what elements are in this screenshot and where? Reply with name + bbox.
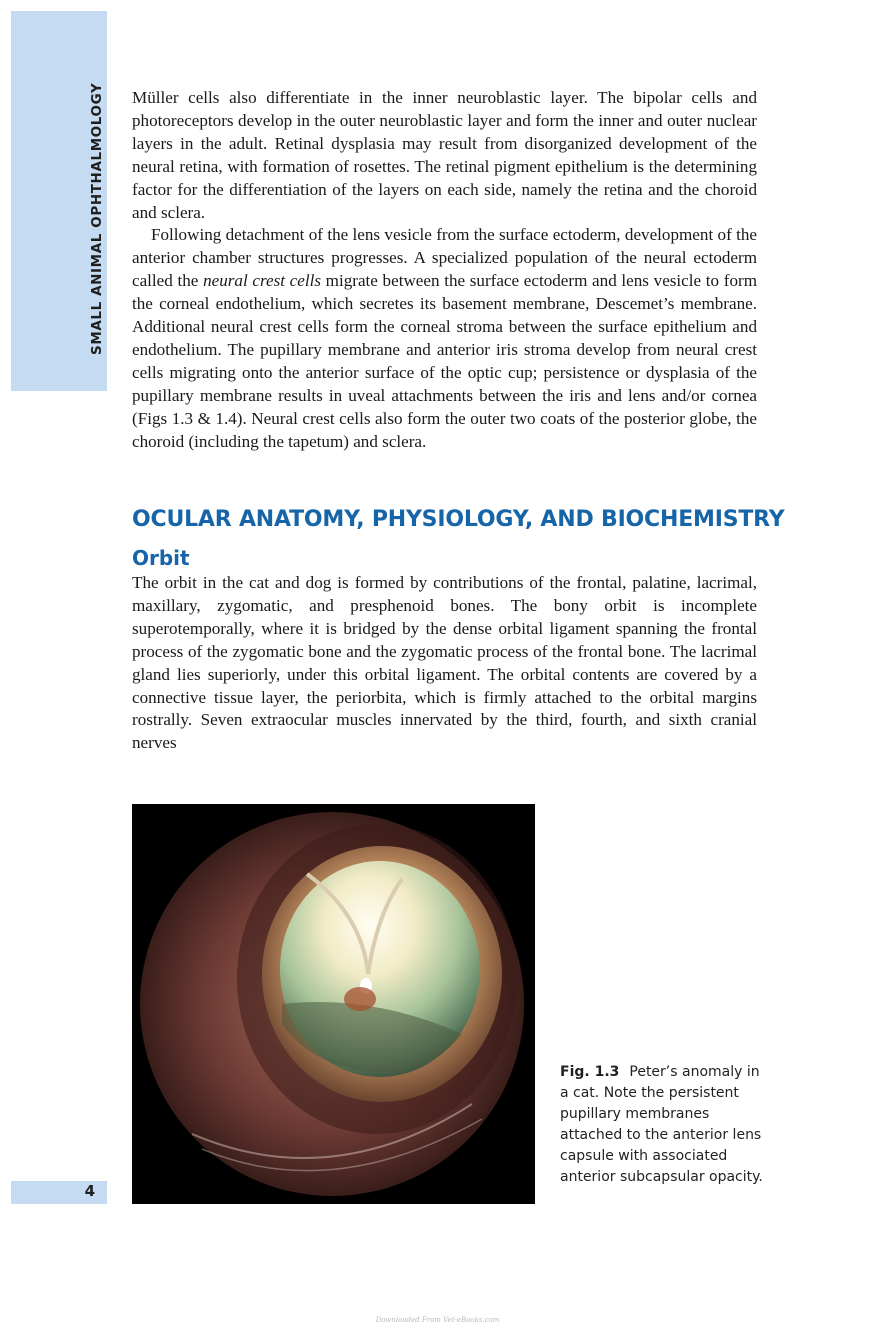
eye-photo-illustration — [132, 804, 535, 1204]
neural-crest-term: neural crest cells — [203, 271, 321, 291]
page-number-tab — [11, 1181, 107, 1204]
paragraph-retina: Müller cells also differentiate in the inner neuroblastic layer. The bipolar cells and photoreceptors develop in the outer neuroblastic layer and form the inner and outer nuclear layers in the adult. Retinal dysplasia may result from disorganized development of the neural retina, with formation of rosettes. The retinal pigment epithelium is the determining factor for the differentiation of the layers on each side, namely the retina and the choroid and sclera. — [132, 88, 757, 222]
paragraph-neural-crest-end: migrate between the surface ectoderm and lens vesicle to form the corneal endothelium, which secretes its basement membrane, Descemet’s membrane. Additional neural crest cells form the corneal stroma between the surface epithelium and endothelium. The pupillary membrane and anterior iris stroma develop from neural crest cells migrating onto the anterior surface of the optic cup; persistence or dysplasia of the pupillary membrane results in uveal attachments between the iris and lens and/or cornea (Figs 1.3 & 1.4). Neural crest cells also form the outer two coats of the posterior globe, the choroid (including the tapetum) and sclera. — [132, 271, 757, 451]
page-number: 4 — [84, 1182, 95, 1200]
subcapsular-opacity — [344, 987, 376, 1011]
figure-eye-photo — [132, 804, 535, 1204]
body-text-orbit — [132, 572, 757, 755]
body-text-top — [132, 87, 757, 454]
paragraph-neural-crest-start: Following detachment of the lens vesicle from the surface ectoderm, development of the anterior chamber structures progresses. A specialized population of the neural ectoderm called the — [132, 225, 757, 291]
download-watermark: Downloaded From Vet-eBooks.com — [375, 1316, 500, 1324]
paragraph-neural-crest — [132, 224, 757, 453]
section-heading: OCULAR ANATOMY, PHYSIOLOGY, AND BIOCHEMISTRY — [132, 507, 785, 532]
paragraph-orbit: The orbit in the cat and dog is formed by contributions of the frontal, palatine, lacrimal, maxillary, zygomatic, and presphenoid bones. The bony orbit is incomplete superotemporally, where it is bridged by the dense orbital ligament spanning the frontal process of the zygomatic bone and the zygomatic process of the frontal bone. The lacrimal gland lies superiorly, under this orbital ligament. The orbital contents are covered by a connective tissue layer, the periorbita, which is firmly attached to the orbital margins rostrally. Seven extraocular muscles innervated by the third, fourth, and sixth cranial nerves — [132, 573, 757, 753]
subsection-heading: Orbit — [132, 546, 190, 570]
running-head: SMALL ANIMAL OPHTHALMOLOGY — [89, 82, 105, 355]
figure-caption — [560, 1062, 765, 1188]
figure-label: Fig. 1.3 — [560, 1064, 620, 1080]
figure-caption-text: Peter’s anomaly in a cat. Note the persistent pupillary membranes attached to the anterior lens capsule with associated anterior subcapsular opacity. — [560, 1064, 763, 1185]
